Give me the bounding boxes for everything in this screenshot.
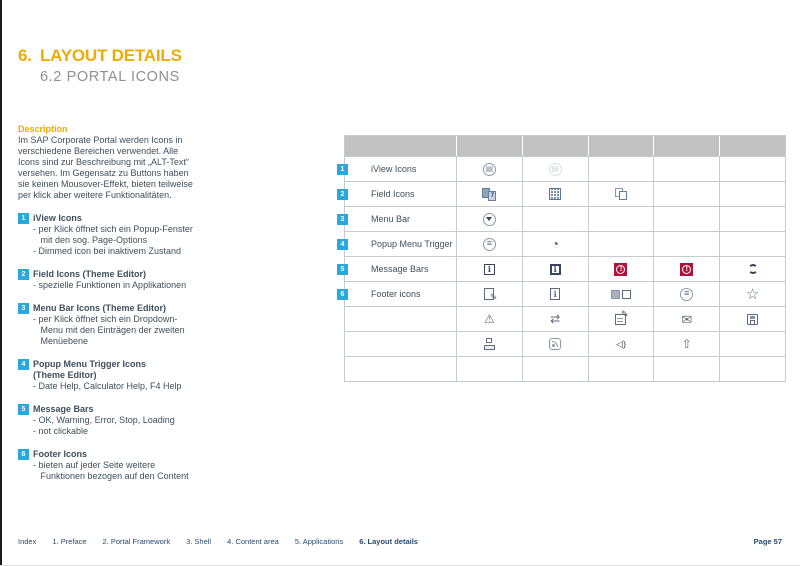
item-detail-line: - Dimmed icon bei inaktivem Zustand — [33, 246, 182, 256]
info-message-icon: i — [484, 264, 495, 275]
icon-cell — [456, 157, 522, 181]
paragraph-line: Icons sind zur Beschreibung mit „ALT-Text“ — [18, 157, 189, 167]
footer-nav-1-preface[interactable]: 1. Preface — [52, 537, 87, 546]
left-edge-rule — [0, 0, 2, 566]
row-number-badge: 3 — [337, 214, 348, 225]
item-number-badge: 5 — [18, 404, 29, 415]
icon-cell — [719, 357, 785, 381]
description-item — [18, 269, 318, 291]
icon-cell — [653, 232, 719, 256]
paragraph-line: per klick aber weitere Funktionalitäten. — [18, 190, 172, 200]
paragraph-line: sie keinen Mousover-Effekt, bieten teilweise — [18, 179, 193, 189]
menu-dropdown-icon — [483, 213, 496, 226]
table-header-cell — [719, 136, 785, 156]
section-title — [18, 46, 182, 66]
icon-cell — [456, 307, 522, 331]
icon-cell — [456, 257, 522, 281]
row-label: iView Icons — [371, 164, 417, 174]
row-label-cell — [340, 232, 456, 256]
item-detail-line: mit den sog. Page-Options — [33, 235, 148, 245]
item-title: 6 Footer Icons — [18, 449, 318, 460]
icon-cell — [719, 257, 785, 281]
row-label: Footer icons — [371, 289, 421, 299]
icon-cell — [588, 232, 654, 256]
copy-icon — [614, 188, 627, 201]
table-row — [340, 181, 785, 206]
table-header-cell — [456, 136, 522, 156]
icon-cell — [456, 332, 522, 356]
item-detail-line: - not clickable — [33, 426, 89, 436]
row-number-badge: 2 — [337, 189, 348, 200]
table-header-cell — [522, 136, 588, 156]
warning-message-icon: ! — [614, 263, 627, 276]
icon-cell — [588, 307, 654, 331]
row-label-cell — [340, 282, 456, 306]
description-paragraph — [18, 135, 318, 201]
icon-cell — [588, 257, 654, 281]
icon-cell — [653, 307, 719, 331]
row-label-cell — [345, 332, 456, 356]
footer-nav-2-portal-framework[interactable]: 2. Portal Framework — [102, 537, 171, 546]
swap-arrows-icon: ⇄ — [550, 312, 561, 326]
iview-options-icon: ▤ — [483, 163, 496, 176]
favorite-star-icon: ☆ — [745, 285, 760, 303]
section-number: 6. — [18, 46, 32, 65]
details-icon: ≡ — [680, 288, 693, 301]
edit-note-icon: ✎ — [484, 288, 494, 300]
icon-cell — [719, 332, 785, 356]
row-number-badge: 6 — [337, 289, 348, 300]
sign-document-icon: ✎ — [615, 314, 626, 325]
popup-clock-icon: ◔ — [551, 237, 559, 251]
info-document-icon: i — [550, 288, 560, 300]
icon-cell — [719, 157, 785, 181]
row-label-cell — [340, 207, 456, 231]
row-label-cell — [340, 157, 456, 181]
icon-cell — [522, 257, 588, 281]
item-detail-line: Funktionen bezogen auf den Content — [33, 471, 189, 481]
item-title-cont: (Theme Editor) — [33, 370, 97, 380]
item-detail-line: - OK, Warning, Error, Stop, Loading — [33, 415, 175, 425]
row-label: Message Bars — [371, 264, 429, 274]
footer-nav-4-content-area[interactable]: 4. Content area — [227, 537, 279, 546]
description-item — [18, 213, 318, 257]
icon-cell — [522, 182, 588, 206]
feed-icon — [549, 338, 561, 350]
icon-cell — [719, 182, 785, 206]
table-row — [340, 156, 785, 181]
icon-cell — [456, 357, 522, 381]
row-label: Menu Bar — [371, 214, 411, 224]
item-number-badge: 4 — [18, 359, 29, 370]
paragraph-line: Im SAP Corporate Portal werden Icons in — [18, 135, 183, 145]
row-label: Popup Menu Trigger — [371, 239, 453, 249]
item-detail-line: - spezielle Funktionen in Applikationen — [33, 280, 187, 290]
section-subtitle: 6.2 PORTAL ICONS — [40, 69, 180, 85]
icon-cell — [522, 232, 588, 256]
paragraph-line: verschiedene Bereichen verwendet. Alle — [18, 146, 179, 156]
icon-cell — [719, 307, 785, 331]
row-number-badge: 4 — [337, 239, 348, 250]
icon-cell — [456, 207, 522, 231]
icon-cell — [522, 207, 588, 231]
footer-nav-3-shell[interactable]: 3. Shell — [186, 537, 212, 546]
item-title: 5 Message Bars — [18, 404, 318, 415]
arrow-up-icon: ⇧ — [681, 337, 692, 351]
save-disk-icon — [747, 314, 758, 325]
date-help-icon: 7 — [482, 188, 496, 201]
icon-cell — [588, 332, 654, 356]
icon-cell — [456, 232, 522, 256]
title-block — [18, 46, 182, 85]
item-title: 1 iView Icons — [18, 213, 318, 224]
item-detail-line: - bieten auf jeder Seite weitere — [33, 460, 156, 470]
icon-cell — [653, 257, 719, 281]
item-detail-line: - per Klick öffnet sich ein Dropdown- — [33, 314, 178, 324]
icon-cell — [588, 282, 654, 306]
item-title: 2 Field Icons (Theme Editor) — [18, 269, 318, 280]
iview-options-dimmed-icon: ▤ — [549, 163, 562, 176]
icon-cell — [522, 357, 588, 381]
table-row — [345, 356, 785, 381]
print-icon — [483, 338, 496, 351]
footer-nav-items — [18, 537, 418, 546]
table-header-row — [345, 136, 785, 156]
icon-cell — [522, 332, 588, 356]
paragraph-line: versehen. Im Gegensatz zu Buttons haben — [18, 168, 189, 178]
compare-squares-icon — [611, 290, 631, 299]
icon-cell — [719, 282, 785, 306]
table-row — [345, 331, 785, 356]
row-label-cell — [340, 182, 456, 206]
icon-cell — [588, 207, 654, 231]
send-mail-icon: ✉ — [681, 311, 693, 327]
row-label-cell — [345, 307, 456, 331]
icon-cell — [653, 282, 719, 306]
table-row — [345, 306, 785, 331]
warning-triangle-icon: ⚠ — [484, 312, 495, 326]
icon-cell — [719, 207, 785, 231]
icon-cell — [653, 182, 719, 206]
icon-cell — [456, 282, 522, 306]
icon-cell — [522, 282, 588, 306]
icon-cell — [653, 357, 719, 381]
icon-cell — [653, 157, 719, 181]
icon-cell — [653, 332, 719, 356]
table-header-cell — [588, 136, 654, 156]
footer-nav-5-applications[interactable]: 5. Applications — [294, 537, 344, 546]
popup-list-icon: ≡ — [483, 238, 496, 251]
item-title: 3 Menu Bar Icons (Theme Editor) — [18, 303, 318, 314]
item-detail-line: - Date Help, Calculator Help, F4 Help — [33, 381, 182, 391]
page-number: Page 57 — [753, 537, 782, 546]
table-row — [340, 281, 785, 306]
icon-cell — [719, 232, 785, 256]
loading-icon — [748, 264, 758, 274]
footer-nav — [18, 537, 782, 546]
footer-nav-index[interactable]: Index — [18, 537, 37, 546]
icon-cell — [653, 207, 719, 231]
icon-cell — [588, 157, 654, 181]
item-detail-line: Menu mit den Einträgen der zweiten — [33, 325, 185, 335]
icon-cell — [588, 182, 654, 206]
item-number-badge: 3 — [18, 303, 29, 314]
table-row — [340, 256, 785, 281]
table-header-cell — [345, 136, 456, 156]
item-number-badge: 1 — [18, 213, 29, 224]
item-number-badge: 2 — [18, 269, 29, 280]
table-row — [340, 206, 785, 231]
description-item — [18, 404, 318, 437]
icon-cell — [456, 182, 522, 206]
description-items — [18, 213, 318, 482]
row-number-badge: 1 — [337, 164, 348, 175]
row-label-cell — [340, 257, 456, 281]
footer-nav-6-layout-details[interactable]: 6. Layout details — [359, 537, 418, 546]
item-title: 4 Popup Menu Trigger Icons — [18, 359, 318, 370]
calculator-icon — [549, 188, 561, 200]
description-item — [18, 449, 318, 482]
info-message-bold-icon: i — [550, 264, 561, 275]
item-detail-line: Menüebene — [33, 336, 89, 346]
icon-cell — [522, 307, 588, 331]
description-item — [18, 359, 318, 392]
section-title-text: LAYOUT DETAILS — [40, 46, 182, 65]
item-number-badge: 6 — [18, 449, 29, 460]
description-panel — [18, 124, 318, 482]
description-item — [18, 303, 318, 347]
error-message-icon: ! — [680, 263, 693, 276]
description-heading: Description — [18, 124, 68, 134]
row-number-badge: 5 — [337, 264, 348, 275]
portal-icons-table — [340, 135, 786, 382]
audio-icon: ◁) — [616, 338, 626, 349]
table-row — [340, 231, 785, 256]
icon-cell — [522, 157, 588, 181]
row-label: Field Icons — [371, 189, 415, 199]
row-label-cell — [345, 357, 456, 381]
item-detail-line: - per Klick öffnet sich ein Popup-Fenster — [33, 224, 193, 234]
table-header-cell — [653, 136, 719, 156]
icon-cell — [588, 357, 654, 381]
